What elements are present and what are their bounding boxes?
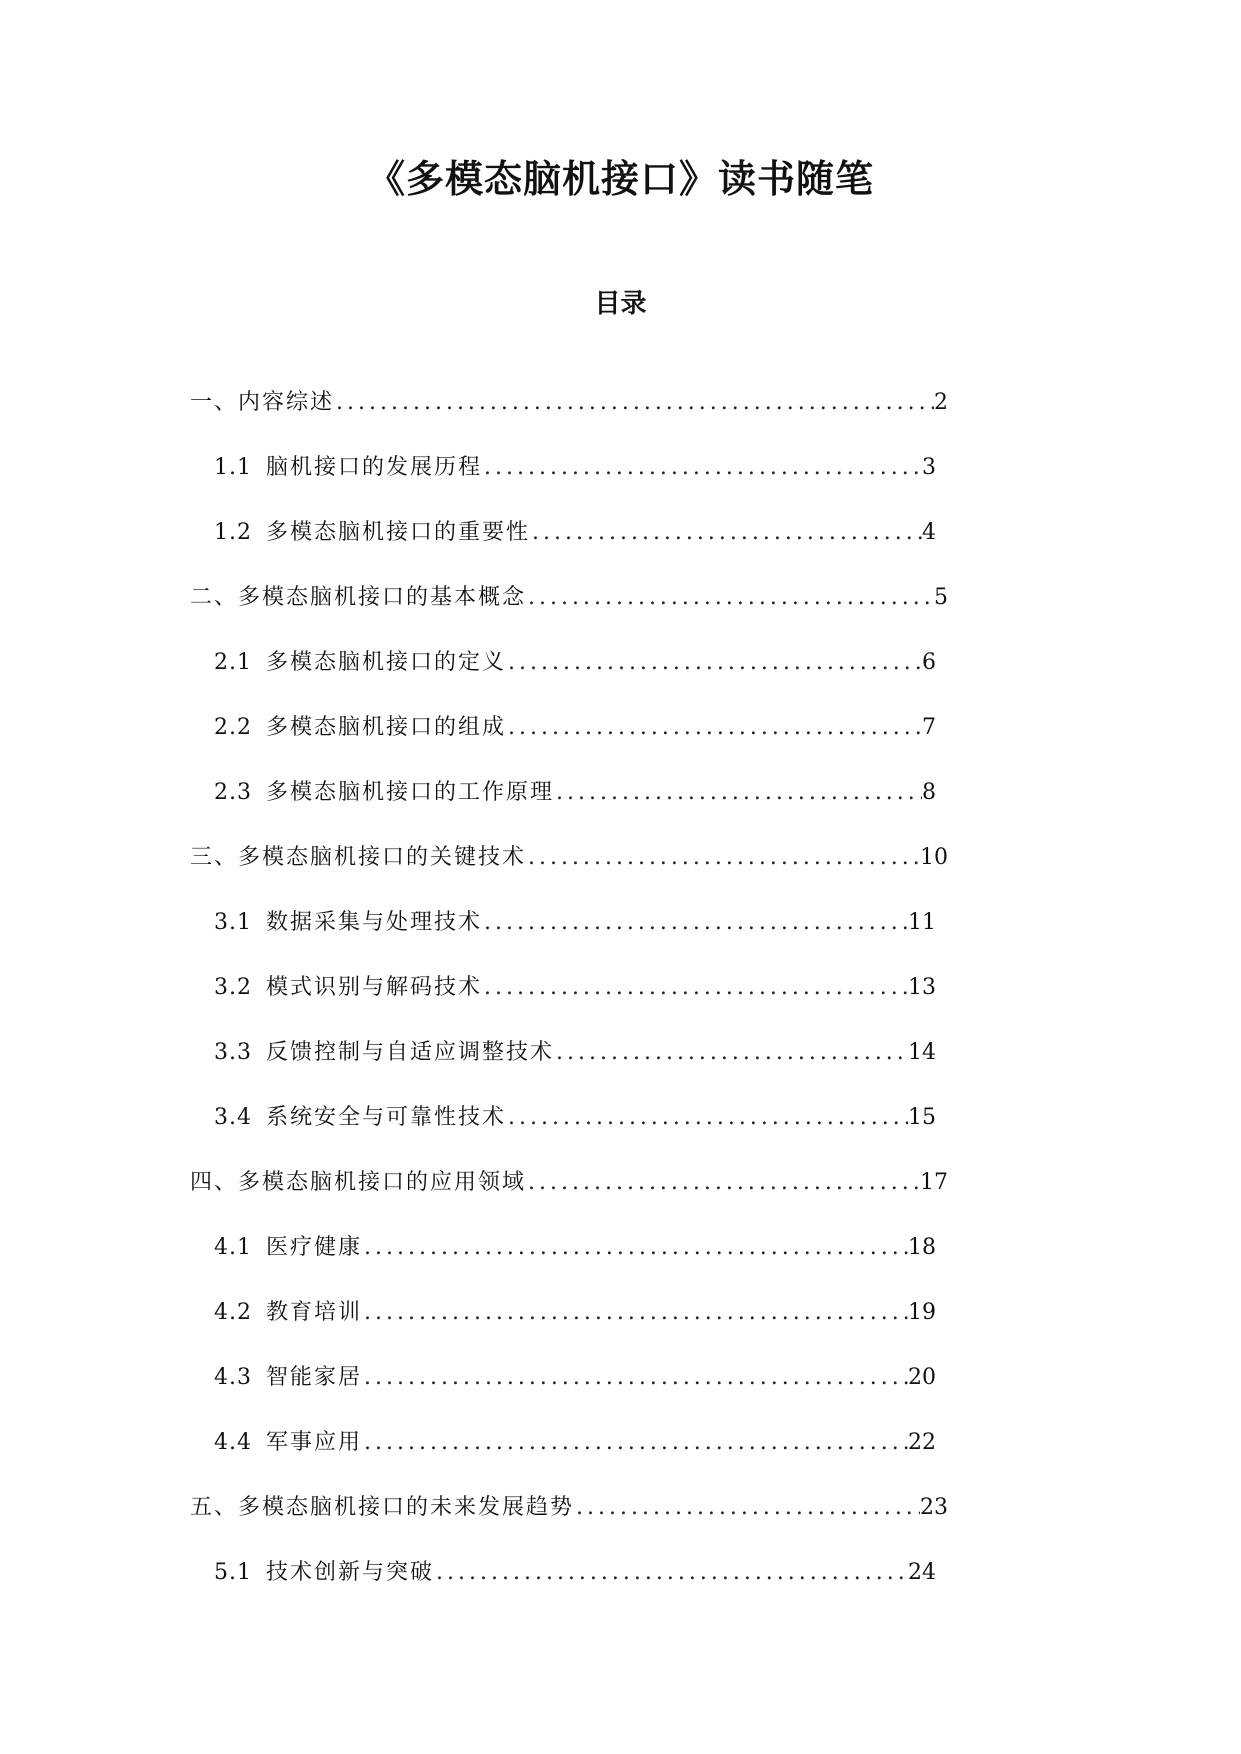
toc-entry-label: 二、多模态脑机接口的基本概念: [190, 585, 527, 610]
toc-entry[interactable]: [214, 1298, 936, 1363]
toc-entry-label: 技术创新与突破: [266, 1560, 435, 1585]
toc-dot-leader: [334, 388, 934, 418]
toc-entry[interactable]: [214, 713, 936, 778]
toc-entry-page-number: 19: [908, 1300, 936, 1325]
toc-entry-label: 反馈控制与自适应调整技术: [266, 1040, 555, 1065]
toc-entry-page-number: 4: [922, 520, 936, 545]
toc-entry[interactable]: [214, 1233, 936, 1298]
toc-entry-number: 5.1: [214, 1560, 252, 1585]
toc-entry[interactable]: [190, 1493, 948, 1558]
toc-entry[interactable]: [214, 518, 936, 583]
toc-entry-label: 军事应用: [266, 1430, 363, 1455]
toc-entry[interactable]: [214, 1428, 936, 1493]
toc-entry-number: 2.1: [214, 650, 252, 675]
toc-dot-leader: [362, 1428, 908, 1458]
toc-entry-label: 多模态脑机接口的定义: [266, 650, 507, 675]
toc-entry-number: 3.1: [214, 910, 252, 935]
toc-entry-page-number: 11: [908, 910, 936, 935]
toc-entry-label: 多模态脑机接口的重要性: [266, 520, 531, 545]
toc-entry-page-number: 5: [934, 585, 948, 610]
toc-dot-leader: [362, 1298, 908, 1328]
toc-entry-label: 系统安全与可靠性技术: [266, 1105, 507, 1130]
toc-dot-leader: [506, 713, 922, 743]
toc-entry-page-number: 20: [908, 1365, 936, 1390]
toc-entry[interactable]: [190, 388, 948, 453]
toc-entry-page-number: 17: [920, 1170, 948, 1195]
toc-entry-label: 一、内容综述: [190, 390, 335, 415]
toc-entry-page-number: 6: [922, 650, 936, 675]
toc-entry-number: 1.1: [214, 455, 252, 480]
toc-entry[interactable]: [214, 973, 936, 1038]
toc-entry[interactable]: [214, 778, 936, 843]
toc-entry-page-number: 15: [908, 1105, 936, 1130]
toc-entry-label: 医疗健康: [266, 1235, 363, 1260]
toc-dot-leader: [506, 648, 922, 678]
toc-dot-leader: [574, 1493, 920, 1523]
toc-entry-number: 2.2: [214, 715, 252, 740]
toc-entry-label: 脑机接口的发展历程: [266, 455, 483, 480]
toc-entry-number: 4.2: [214, 1300, 252, 1325]
toc-entry[interactable]: [190, 843, 948, 908]
toc-entry[interactable]: [214, 453, 936, 518]
toc-dot-leader: [526, 1168, 920, 1198]
toc-entry[interactable]: [214, 908, 936, 973]
toc-entry-number: 4.1: [214, 1235, 252, 1260]
toc-entry-label: 三、多模态脑机接口的关键技术: [190, 845, 527, 870]
toc-dot-leader: [482, 908, 908, 938]
toc-dot-leader: [526, 583, 934, 613]
toc-entry[interactable]: [214, 1558, 936, 1623]
toc-entry-page-number: 8: [922, 780, 936, 805]
toc-entry[interactable]: [214, 648, 936, 713]
toc-heading: 目录: [594, 289, 647, 319]
toc-dot-leader: [530, 518, 922, 548]
toc-dot-leader: [506, 1103, 908, 1133]
toc-entry-label: 多模态脑机接口的工作原理: [266, 780, 555, 805]
toc-entry-page-number: 18: [908, 1235, 936, 1260]
toc-entry-page-number: 14: [908, 1040, 936, 1065]
toc-dot-leader: [526, 843, 920, 873]
toc-entry[interactable]: [190, 583, 948, 648]
toc-entry-page-number: 3: [922, 455, 936, 480]
document-title: 《多模态脑机接口》读书随笔: [366, 157, 874, 201]
toc-dot-leader: [434, 1558, 908, 1588]
toc-entry-label: 教育培训: [266, 1300, 363, 1325]
toc-entry-page-number: 13: [908, 975, 936, 1000]
toc-entry[interactable]: [190, 1168, 948, 1233]
toc-entry-page-number: 23: [920, 1495, 948, 1520]
toc-entry-number: 2.3: [214, 780, 252, 805]
table-of-contents: [0, 388, 1241, 1623]
toc-dot-leader: [482, 453, 922, 483]
toc-entry-page-number: 2: [934, 390, 948, 415]
toc-entry-number: 3.3: [214, 1040, 252, 1065]
toc-entry[interactable]: [214, 1038, 936, 1103]
toc-entry-page-number: 7: [922, 715, 936, 740]
toc-entry-label: 多模态脑机接口的组成: [266, 715, 507, 740]
toc-entry[interactable]: [214, 1363, 936, 1428]
toc-dot-leader: [362, 1233, 908, 1263]
toc-entry-number: 3.2: [214, 975, 252, 1000]
toc-entry-number: 1.2: [214, 520, 252, 545]
toc-entry-label: 智能家居: [266, 1365, 363, 1390]
toc-dot-leader: [554, 778, 922, 808]
toc-dot-leader: [554, 1038, 908, 1068]
toc-dot-leader: [482, 973, 908, 1003]
toc-entry-label: 五、多模态脑机接口的未来发展趋势: [190, 1495, 575, 1520]
toc-entry-page-number: 22: [908, 1430, 936, 1455]
toc-entry-label: 四、多模态脑机接口的应用领域: [190, 1170, 527, 1195]
toc-entry-number: 3.4: [214, 1105, 252, 1130]
toc-entry-label: 模式识别与解码技术: [266, 975, 483, 1000]
toc-entry-page-number: 24: [908, 1560, 936, 1585]
toc-entry-page-number: 10: [920, 845, 948, 870]
toc-entry-label: 数据采集与处理技术: [266, 910, 483, 935]
toc-entry-number: 4.3: [214, 1365, 252, 1390]
toc-dot-leader: [362, 1363, 908, 1393]
toc-entry-number: 4.4: [214, 1430, 252, 1455]
toc-entry[interactable]: [214, 1103, 936, 1168]
